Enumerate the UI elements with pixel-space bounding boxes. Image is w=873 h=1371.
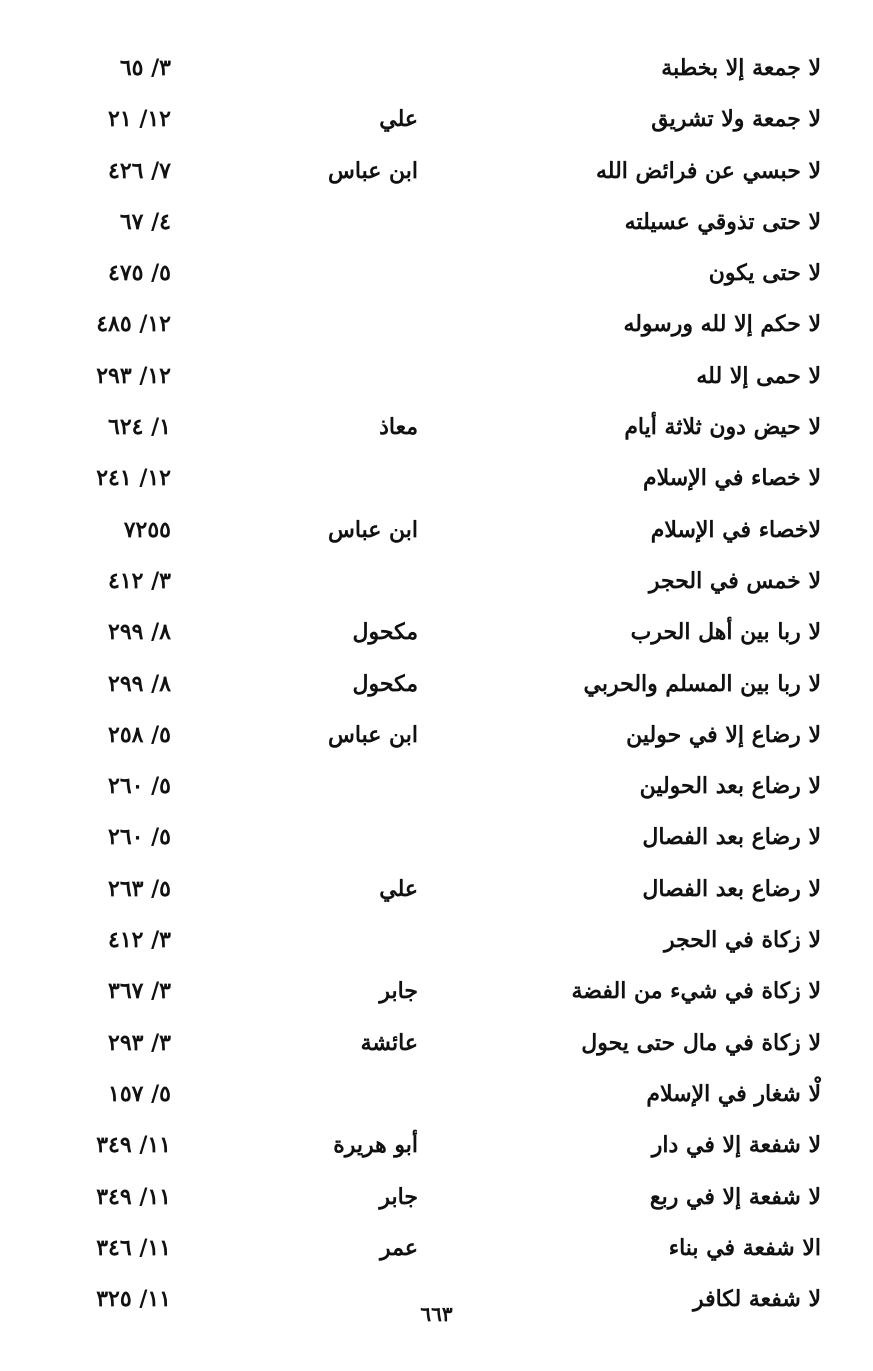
volume-page-ref: ٣/ ٣٦٧ bbox=[108, 978, 171, 1005]
index-row bbox=[0, 250, 873, 301]
index-row bbox=[0, 968, 873, 1019]
hadith-text: لا حتى يكون bbox=[708, 260, 821, 287]
volume-page-ref: ٣/ ٤١٢ bbox=[108, 567, 171, 594]
index-row bbox=[0, 1020, 873, 1071]
index-row bbox=[0, 609, 873, 660]
hadith-text: لا زكاة في الحجر bbox=[663, 927, 821, 954]
narrator: ابن عباس bbox=[328, 157, 418, 184]
index-row bbox=[0, 1225, 873, 1276]
volume-page-ref: ١٢/ ٢٩٣ bbox=[96, 362, 171, 389]
hadith-text: لا رضاع إلا في حولين bbox=[626, 721, 821, 748]
volume-page-ref: ٥/ ٢٥٨ bbox=[108, 721, 171, 748]
volume-page-ref: ١١/ ٣٤٦ bbox=[96, 1234, 171, 1261]
hadith-text: لا شفعة إلا في دار bbox=[651, 1132, 821, 1159]
narrator: مكحول bbox=[352, 619, 418, 646]
volume-page-ref: ٣/ ٦٥ bbox=[119, 55, 171, 81]
volume-page-ref: ٨/ ٢٩٩ bbox=[108, 670, 171, 697]
volume-page-ref: ١١/ ٣٤٩ bbox=[96, 1132, 171, 1159]
narrator: علي bbox=[379, 106, 418, 133]
index-row bbox=[0, 455, 873, 506]
hadith-index-list bbox=[0, 45, 873, 1327]
index-row bbox=[0, 45, 873, 96]
volume-page-ref: ٨/ ٢٩٩ bbox=[108, 619, 171, 646]
index-row bbox=[0, 866, 873, 917]
index-row bbox=[0, 404, 873, 455]
volume-page-ref: ١٢/ ٢٤١ bbox=[96, 465, 171, 492]
index-row bbox=[0, 1174, 873, 1225]
index-row bbox=[0, 1071, 873, 1122]
hadith-text: لا حتى تذوقي عسيلته bbox=[624, 208, 821, 235]
volume-page-ref: ١١/ ٣٢٥ bbox=[96, 1286, 171, 1313]
index-row bbox=[0, 558, 873, 609]
narrator: أبو هريرة bbox=[333, 1132, 418, 1159]
hadith-text: لا حيض دون ثلاثة أيام bbox=[624, 414, 821, 441]
hadith-text: لا ربا بين المسلم والحربي bbox=[583, 670, 821, 697]
narrator: مكحول bbox=[352, 670, 418, 697]
hadith-text: لاخصاء في الإسلام bbox=[650, 516, 821, 543]
hadith-text: لا ربا بين أهل الحرب bbox=[630, 619, 821, 646]
index-row bbox=[0, 661, 873, 712]
index-row bbox=[0, 301, 873, 352]
volume-page-ref: ٥/ ٢٦٠ bbox=[108, 824, 171, 851]
narrator: ابن عباس bbox=[328, 721, 418, 748]
hadith-text: لا جمعة إلا بخطبة bbox=[661, 55, 821, 81]
volume-page-ref: ٤/ ٦٧ bbox=[119, 208, 171, 235]
hadith-text: لْا شغار في الإسلام bbox=[646, 1080, 821, 1107]
index-row bbox=[0, 1122, 873, 1173]
hadith-text: لا زكاة في مال حتى يحول bbox=[581, 1029, 821, 1056]
volume-page-ref: ٣/ ٢٩٣ bbox=[108, 1029, 171, 1056]
narrator: عمر bbox=[380, 1234, 418, 1261]
hadith-text: لا خمس في الحجر bbox=[648, 567, 821, 594]
volume-page-ref: ١٢/ ٤٨٥ bbox=[96, 311, 171, 338]
volume-page-ref: ٣/ ٤١٢ bbox=[108, 927, 171, 954]
hadith-text: لا رضاع بعد الفصال bbox=[642, 875, 821, 902]
hadith-text: لا جمعة ولا تشريق bbox=[651, 106, 821, 133]
page-number: ٦٦٣ bbox=[420, 1302, 453, 1326]
index-row bbox=[0, 353, 873, 404]
hadith-text: لا حمى إلا لله bbox=[696, 362, 821, 389]
narrator: جابر bbox=[379, 1183, 418, 1210]
volume-page-ref: ٥/ ١٥٧ bbox=[108, 1080, 171, 1107]
volume-page-ref: ١١/ ٣٤٩ bbox=[96, 1183, 171, 1210]
index-row bbox=[0, 148, 873, 199]
hadith-text: لا حبسي عن فرائض الله bbox=[596, 157, 821, 184]
narrator: ابن عباس bbox=[328, 516, 418, 543]
volume-page-ref: ٧٢٥٥ bbox=[123, 516, 171, 543]
volume-page-ref: ١٢/ ٢١ bbox=[108, 106, 171, 133]
hadith-text: لا حكم إلا لله ورسوله bbox=[623, 311, 821, 338]
volume-page-ref: ٧/ ٤٢٦ bbox=[108, 157, 171, 184]
hadith-text: لا زكاة في شيء من الفضة bbox=[571, 978, 821, 1005]
volume-page-ref: ٥/ ٢٦٣ bbox=[108, 875, 171, 902]
narrator: عائشة bbox=[360, 1029, 418, 1056]
hadith-text: لا رضاع بعد الفصال bbox=[642, 824, 821, 851]
index-row bbox=[0, 507, 873, 558]
narrator: علي bbox=[379, 875, 418, 902]
index-row bbox=[0, 199, 873, 250]
index-row bbox=[0, 814, 873, 865]
volume-page-ref: ٥/ ٢٦٠ bbox=[108, 773, 171, 800]
hadith-text: لا شفعة إلا في ربع bbox=[649, 1183, 821, 1210]
narrator: معاذ bbox=[379, 414, 418, 441]
volume-page-ref: ١/ ٦٢٤ bbox=[108, 414, 171, 441]
index-row bbox=[0, 96, 873, 147]
hadith-text: لا شفعة لكافر bbox=[692, 1286, 821, 1313]
hadith-text: لا رضاع بعد الحولين bbox=[639, 773, 821, 800]
index-row bbox=[0, 763, 873, 814]
volume-page-ref: ٥/ ٤٧٥ bbox=[108, 260, 171, 287]
hadith-text: لا خصاء في الإسلام bbox=[643, 465, 821, 492]
hadith-text: الا شفعة في بناء bbox=[668, 1234, 821, 1261]
index-row bbox=[0, 917, 873, 968]
narrator: جابر bbox=[379, 978, 418, 1005]
index-row bbox=[0, 712, 873, 763]
